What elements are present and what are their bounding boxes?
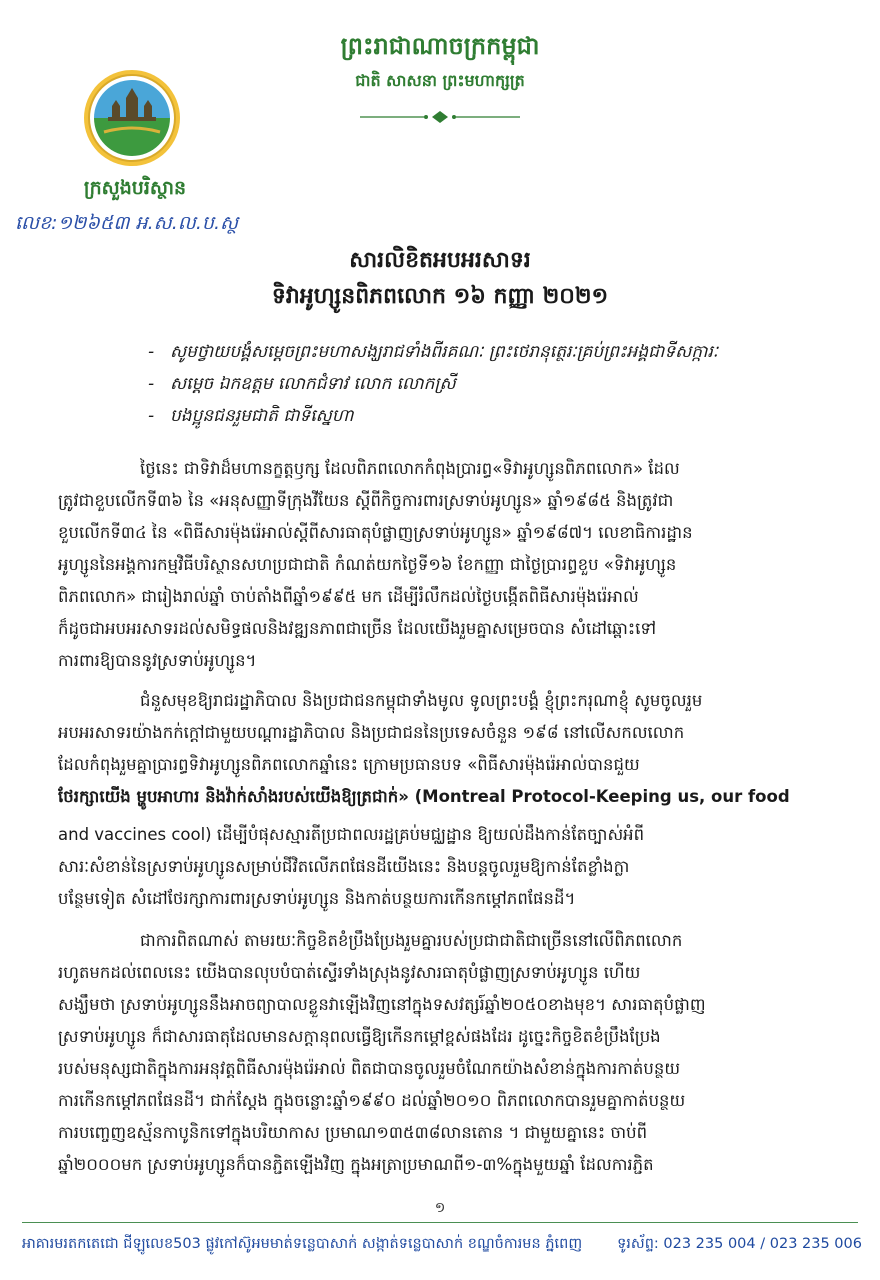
salutation-line: - សម្តេច ឯកឧត្តម លោកជំទាវ លោក លោកស្រី xyxy=(148,374,456,394)
kingdom-heading: ព្រះរាជាណាចក្រកម្ពុជា xyxy=(340,32,540,60)
ministry-name: ក្រសួងបរិស្ថាន xyxy=(83,177,187,199)
body-line: and vaccines cool) ដើម្បីបំផុសស្មារតីប្រជាពលរដ្ឋគ្រប់មជ្ឈដ្ឋាន ឱ្យយល់ដឹងកាន់តែច្បាស់អំពី xyxy=(58,825,645,844)
body-line: ខួបលើកទី៣៤ នៃ «ពិធីសារម៉ុងរ៉េអាល់ស្តីពីសារធាតុបំផ្លាញស្រទាប់អូហ្សូន» ឆ្នាំ១៩៨៧។ លេខាធិការដ្ឋាន xyxy=(58,523,693,542)
ministry-logo-icon xyxy=(82,68,182,168)
body-line: ក៏ដូចជាអបអរសាទរដល់សមិទ្ធផលនិងវឌ្ឍនភាពជាច្រើន ដែលយើងរួមគ្នាសម្រេចបាន សំដៅឆ្ពោះទៅ xyxy=(58,619,657,638)
body-line: របស់មនុស្សជាតិក្នុងការអនុវត្តពិធីសារម៉ុងរ៉េអាល់ ពិតជាបានចូលរួមចំណែកយ៉ាងសំខាន់ក្នុងការកាត់បន្ថយ xyxy=(58,1059,681,1078)
body-line: បន្ថែមទៀត សំដៅថែរក្សាការពារស្រទាប់អូហ្សូន និងកាត់បន្ថយការកើនកម្តៅភពផែនដី។ xyxy=(58,889,576,908)
letter-title: សារលិខិតអបអរសាទរ xyxy=(349,248,531,273)
page-number: ១ xyxy=(434,1200,446,1216)
body-line: ការពារឱ្យបាននូវស្រទាប់អូហ្សូន។ xyxy=(58,651,257,670)
body-line: រហូតមកដល់ពេលនេះ យើងបានលុបបំបាត់ស្ទើរទាំងស្រុងនូវសារធាតុបំផ្លាញស្រទាប់អូហ្សូន ហើយ xyxy=(58,963,641,982)
body-line: ការកើនកម្តៅភពផែនដី។ ជាក់ស្តែង ក្នុងចន្លោះឆ្នាំ១៩៩០ ដល់ឆ្នាំ២០១០ ពិភពលោកបានរួមគ្នាកាត់បន្ថយ xyxy=(58,1091,686,1110)
body-line: ពិភពលោក» ជារៀងរាល់ឆ្នាំ ចាប់តាំងពីឆ្នាំ១៩៩៥ មក ដើម្បីរំលឹកដល់ថ្ងៃបង្កើតពិធីសារម៉ុងរ៉េអាល់ xyxy=(58,587,639,606)
body-line-theme: ថែរក្សាយើង ម្ហូបអាហារ និងវ៉ាក់សាំងរបស់យើងឱ្យត្រជាក់» (Montreal Protocol-Keeping us, our food xyxy=(58,787,790,806)
body-line: ជាការពិតណាស់ តាមរយៈកិច្ចខិតខំប្រឹងប្រែងរួមគ្នារបស់ប្រជាជាតិជាច្រើននៅលើពិភពលោក xyxy=(140,931,683,950)
body-line: ស្រទាប់អូហ្សូន ក៏ជាសារធាតុដែលមានសក្តានុពលធ្វើឱ្យកើនកម្តៅខ្ពស់ផងដែរ ដូច្នេះកិច្ចខិតខំប្រឹងប្រែង xyxy=(58,1027,661,1046)
footer-phone: ទូរស័ព្ទ: 023 235 004 / 023 235 006 xyxy=(617,1236,862,1252)
reference-number: លេខ:១២៦៥៣ អ.ស.ល.ប.ស្ថ xyxy=(15,212,239,234)
body-line: សង្ឃឹមថា ស្រទាប់អូហ្សូននឹងអាចព្យាបាលខ្លួនវាឡើងវិញនៅក្នុងទសវត្សរ៍ឆ្នាំ២០៥០ខាងមុខ។ សារធាតុបំផ្លាញ xyxy=(58,995,706,1014)
footer-divider xyxy=(22,1222,858,1223)
body-line: ឆ្នាំ២០០០មក ស្រទាប់អូហ្សូនក៏បានភ្ជិតឡើងវិញ ក្នុងអត្រាប្រមាណពី១-៣%ក្នុងមួយឆ្នាំ ដែលការភ្ជិត xyxy=(58,1155,654,1174)
ornament-divider-icon xyxy=(360,110,520,124)
letter-subtitle: ទិវាអូហ្សូនពិភពលោក ១៦ កញ្ញា ២០២១ xyxy=(271,284,609,309)
body-line: ត្រូវជាខួបលើកទី៣៦ នៃ «អនុសញ្ញាទីក្រុងវីយែន ស្តីពីកិច្ចការពារស្រទាប់អូហ្សូន» ឆ្នាំ១៩៨៥ និងត្រូវជា xyxy=(58,491,674,510)
body-line: អបអរសាទរយ៉ាងកក់ក្តៅជាមួយបណ្តារដ្ឋាភិបាល និងប្រជាជននៃប្រទេសចំនួន ១៩៨ នៅលើសកលលោក xyxy=(58,723,685,742)
salutation-line: - បងប្អូនជនរួមជាតិ ជាទីស្នេហា xyxy=(148,406,354,426)
national-motto: ជាតិ សាសនា ព្រះមហាក្សត្រ xyxy=(355,71,525,90)
body-line: ដែលកំពុងរួមគ្នាប្រារព្ធទិវាអូហ្សូនពិភពលោកឆ្នាំនេះ ក្រោមប្រធានបទ «ពិធីសារម៉ុងរ៉េអាល់បានជួយ xyxy=(58,755,640,774)
body-line: ជំនួសមុខឱ្យរាជរដ្ឋាភិបាល និងប្រជាជនកម្ពុជាទាំងមូល ទូលព្រះបង្គំ ខ្ញុំព្រះករុណាខ្ញុំ សូមចូលរួម xyxy=(140,691,703,710)
body-line: សារៈសំខាន់នៃស្រទាប់អូហ្សូនសម្រាប់ជីវិតលើភពផែនដីយើងនេះ និងបន្តចូលរួមឱ្យកាន់តែខ្លាំងក្លា xyxy=(58,857,630,876)
body-line: អូហ្សូននៃអង្គការកម្មវិធីបរិស្ថានសហប្រជាជាតិ កំណត់យកថ្ងៃទី១៦ ខែកញ្ញា ជាថ្ងៃប្រារព្ធខួប «ទិវាអូហ្សូន xyxy=(58,555,677,574)
footer-address: អាគារមរតកតេជោ ជីឡូលេខ503 ផ្លូវកៅស៊ូអមមាត់ទន្លេបាសាក់ សង្កាត់ទន្លេបាសាក់ ខណ្ឌចំការមន ភ្នំពេញ xyxy=(22,1236,582,1252)
salutation-line: - សូមថ្វាយបង្គំសម្តេចព្រះមហាសង្ឃរាជទាំងពីរគណៈ ព្រះថេរានុត្ថេរៈគ្រប់ព្រះអង្គជាទីសក្ការៈ xyxy=(148,342,719,362)
body-line: ថ្ងៃនេះ ជាទិវាដ៏មហានក្ខត្តឫក្ស ដែលពិភពលោកកំពុងប្រារព្ធ«ទិវាអូហ្សូនពិភពលោក» ដែល xyxy=(140,459,680,478)
body-line: ការបញ្ចេញឧស្ម័នកាបូនិកទៅក្នុងបរិយាកាស ប្រមាណ១៣៥៣៨លានតោន ។ ជាមួយគ្នានេះ ចាប់ពី xyxy=(58,1123,648,1142)
